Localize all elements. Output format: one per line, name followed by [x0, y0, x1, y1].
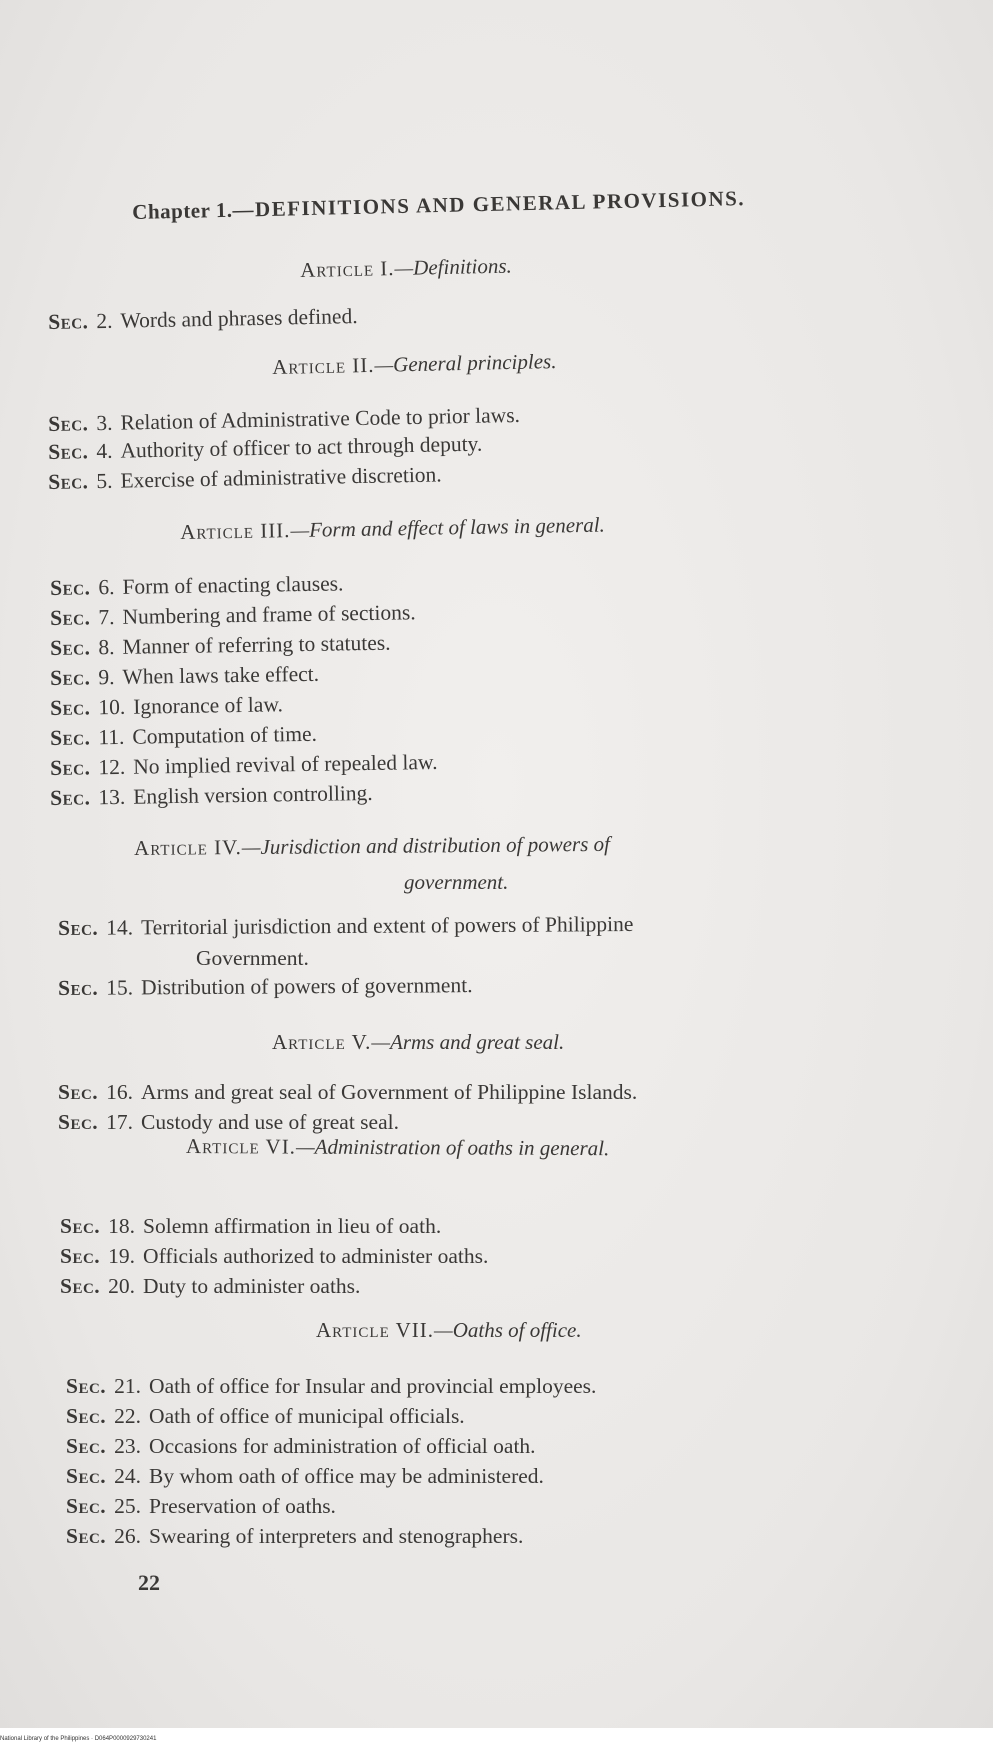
chapter-heading [132, 186, 745, 225]
section-line: Sec. 7. Numbering and frame of sections. [50, 600, 416, 630]
section-line: Sec. 16. Arms and great seal of Government of Philippine Islands. [58, 1080, 638, 1104]
chapter-title: —DEFINITIONS AND GENERAL PROVISIONS. [232, 186, 746, 222]
article-heading: Article II.—General principles. [272, 349, 557, 379]
section-line: Sec. 15. Distribution of powers of government. [58, 973, 473, 1000]
section-line: Sec. 11. Computation of time. [50, 721, 318, 750]
section-line: Sec. 20. Duty to administer oaths. [60, 1274, 361, 1298]
section-line: Sec. 12. No implied revival of repealed law. [50, 749, 438, 780]
section-line: Sec. 22. Oath of office of municipal officials. [66, 1404, 465, 1428]
section-line: Sec. 14. Territorial jurisdiction and extent of powers of Philippine [58, 911, 634, 940]
article-heading: Article VII.—Oaths of office. [316, 1318, 582, 1342]
section-line-continued: Government. [196, 946, 309, 970]
section-line: Sec. 19. Officials authorized to administer oaths. [60, 1244, 489, 1268]
page-number: 22 [138, 1570, 160, 1595]
section-line: Sec. 8. Manner of referring to statutes. [50, 630, 391, 660]
article-heading: Article IV.—Jurisdiction and distribution of powers of [134, 831, 611, 860]
section-line: Sec. 21. Oath of office for Insular and provincial employees. [66, 1374, 597, 1398]
section-line: Sec. 24. By whom oath of office may be administered. [66, 1464, 544, 1488]
section-line: Sec. 10. Ignorance of law. [50, 692, 284, 720]
article-heading: Article I.—Definitions. [300, 253, 512, 282]
section-line: Sec. 23. Occasions for administration of official oath. [66, 1434, 536, 1458]
section-line: Sec. 13. English version controlling. [50, 780, 373, 810]
scan-footer: National Library of the Philippines · D064P0000929730241 [0, 1736, 157, 1742]
chapter-label: Chapter 1. [132, 197, 233, 224]
section-line: Sec. 26. Swearing of interpreters and stenographers. [66, 1524, 524, 1548]
section-line: Sec. 6. Form of enacting clauses. [50, 571, 344, 600]
section-line: Sec. 5. Exercise of administrative discretion. [48, 462, 442, 494]
section-line: Sec. 3. Relation of Administrative Code to prior laws. [48, 402, 521, 436]
section-line: Sec. 2. Words and phrases defined. [48, 304, 358, 334]
article-heading: Article VI.—Administration of oaths in general. [185, 1134, 610, 1161]
section-line: Sec. 18. Solemn affirmation in lieu of oath. [60, 1214, 442, 1238]
section-line: Sec. 9. When laws take effect. [50, 661, 320, 690]
article-heading-continued: government. [404, 870, 509, 894]
article-heading: Article III.—Form and effect of laws in general. [180, 512, 605, 544]
section-line: Sec. 25. Preservation of oaths. [66, 1494, 336, 1518]
article-heading: Article V.—Arms and great seal. [272, 1030, 565, 1054]
section-line: Sec. 17. Custody and use of great seal. [58, 1110, 399, 1134]
section-line: Sec. 4. Authority of officer to act through deputy. [48, 431, 483, 464]
